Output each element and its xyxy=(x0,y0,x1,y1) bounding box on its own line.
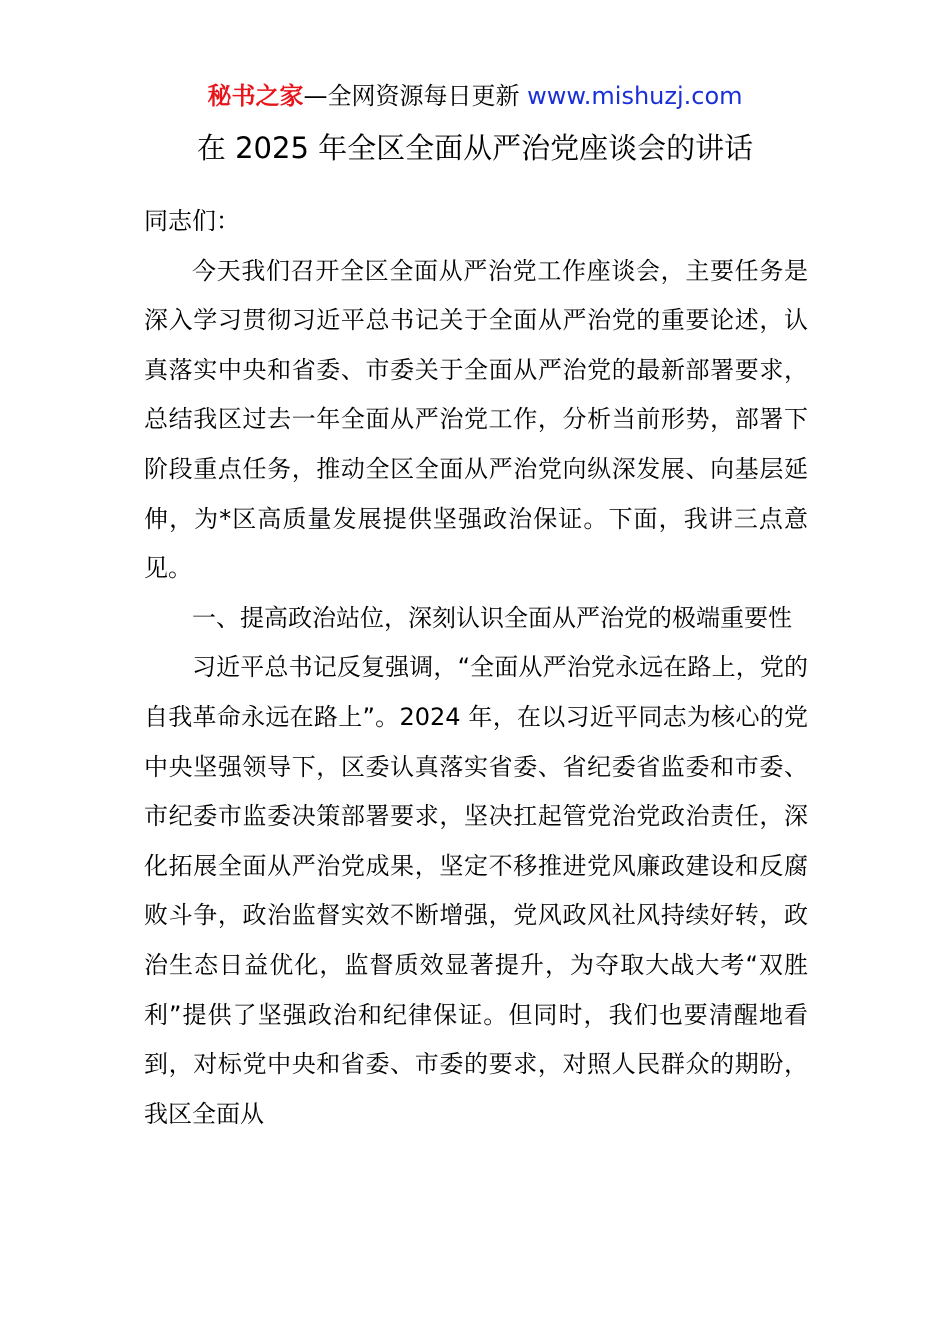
salutation: 同志们： xyxy=(144,207,240,235)
document-body xyxy=(144,197,808,1139)
paragraph-section-1: 习近平总书记反复强调，“全面从严治党永远在路上，党的自我革命永远在路上”。2024 年，在以习近平同志为核心的党中央坚强领导下，区委认真落实省委、省纪委省监委和市委、市纪委市监委决策部署要求，坚决扛起管党治党政治责任，深化拓展全面从严治党成果，坚定不移推进党风廉政建设和反腐败斗争，政治监督实效不断增强，党风政风社风持续好转，政治生态日益优化，监督质效显著提升，为夺取大战大考“双胜利”提供了坚强政治和纪律保证。但同时，我们也要清醒地看到，对标党中央和省委、市委的要求，对照人民群众的期盼，我区全面从 xyxy=(144,653,808,1128)
site-tagline: —全网资源每日更新 xyxy=(303,82,520,110)
site-url-link[interactable]: www.mishuzj.com xyxy=(527,82,743,110)
document-title: 在 2025 年全区全面从严治党座谈会的讲话 xyxy=(196,131,754,165)
brand-name: 秘书之家 xyxy=(207,82,304,110)
paragraph-intro: 今天我们召开全区全面从严治党工作座谈会，主要任务是深入学习贯彻习近平总书记关于全面从严治党的重要论述，认真落实中央和省委、市委关于全面从严治党的最新部署要求，总结我区过去一年全面从严治党工作，分析当前形势，部署下阶段重点任务，推动全区全面从严治党向纵深发展、向基层延伸，为*区高质量发展提供坚强政治保证。下面，我讲三点意见。 xyxy=(144,256,808,583)
section-heading-1: 一、提高政治站位，深刻认识全面从严治党的极端重要性 xyxy=(192,603,792,632)
site-header xyxy=(0,80,950,112)
